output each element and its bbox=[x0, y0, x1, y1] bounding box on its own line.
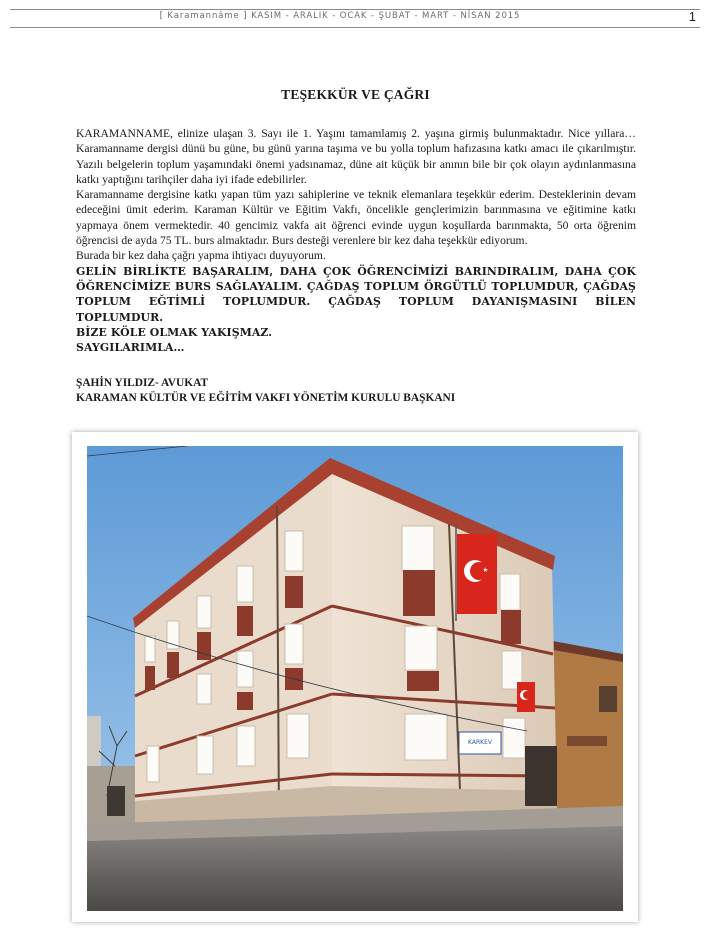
paragraph-3: Burada bir kez daha çağrı yapma ihtiyacı duyuyorum. bbox=[76, 249, 326, 263]
article-body bbox=[76, 126, 636, 355]
running-header bbox=[10, 9, 700, 28]
building-photo bbox=[87, 446, 623, 911]
bold-call: GELİN BİRLİKTE BAŞARALIM, DAHA ÇOK ÖĞRENCİMİZİ BARINDIRALIM, DAHA ÇOK ÖĞRENCİMİZE BURS SAĞLAYALIM. ÇAĞDAŞ TOPLUM ÖRGÜTLÜ TOPLUMDUR, ÇAĞDAŞ TOPLUM EĞTİMLİ TOPLUMDUR. ÇAĞDAŞ TOPLUM DAYANIŞMASINI BİLEN TOPLUMDUR. bbox=[76, 264, 636, 324]
bold-line-slogan: BİZE KÖLE OLMAK YAKIŞMAZ. bbox=[76, 325, 273, 339]
flag-large bbox=[456, 524, 497, 621]
running-title: [ Karamannâme ] KASIM - ARALIK - OCAK - ŞUBAT - MART - NİSAN 2015 bbox=[159, 11, 521, 21]
entrance bbox=[525, 746, 557, 806]
page-number: 1 bbox=[688, 9, 696, 24]
article-title: TEŞEKKÜR VE ÇAĞRI bbox=[281, 87, 430, 102]
paragraph-1: KARAMANNAME, elinize ulaşan 3. Sayı ile 1. Yaşını tamamlamış 2. yaşına girmiş bulunmaktadır. Nice yıllara… Karamanname dergisi dünü bu güne, bu günü yarına taşıma ve bu yolla toplum hafızasına katkı amacı ile çıkarılmıştır. Yazılı belgelerin toplum yaşamındaki önemi yadsınamaz, düne ait küçük bir anının bile bir çok olayın aydınlanmasına katkı yaptığını tarihçiler daha iyi ifade edebilirler. bbox=[76, 127, 636, 186]
karkev-sign bbox=[459, 732, 501, 754]
bold-line-regards: SAYGILARIMLA… bbox=[76, 341, 185, 355]
building-photo-frame bbox=[72, 432, 638, 922]
paragraph-2: Karamanname dergisine katkı yapan tüm yazı sahiplerine ve teknik elemanlara teşekkür ederim. Desteklerinin devam edeceğini ümit ederim. Karaman Kültür ve Eğitim Vakfı, öncelikle gençlerimizin barınmasına ve eğitimine katkı yapmaya önem vermektedir. 40 gencimiz vakfa ait öğrenci evinde uygun koşullarda barınmakta, 50 orta öğrenim öğrencisi de ayda 75 TL. burs almaktadır. Burs desteği verenlere bir kez daha teşekkür ediyorum. bbox=[76, 188, 636, 248]
signature-position: KARAMAN KÜLTÜR VE EĞİTİM VAKFI YÖNETİM KURULU BAŞKANI bbox=[76, 392, 456, 405]
sign-text: KARKEV bbox=[468, 739, 492, 746]
signature-block bbox=[76, 376, 455, 407]
signature-name: ŞAHİN YILDIZ- AVUKAT bbox=[76, 377, 209, 389]
neighbour-building bbox=[553, 641, 623, 826]
flag-small bbox=[517, 682, 535, 712]
